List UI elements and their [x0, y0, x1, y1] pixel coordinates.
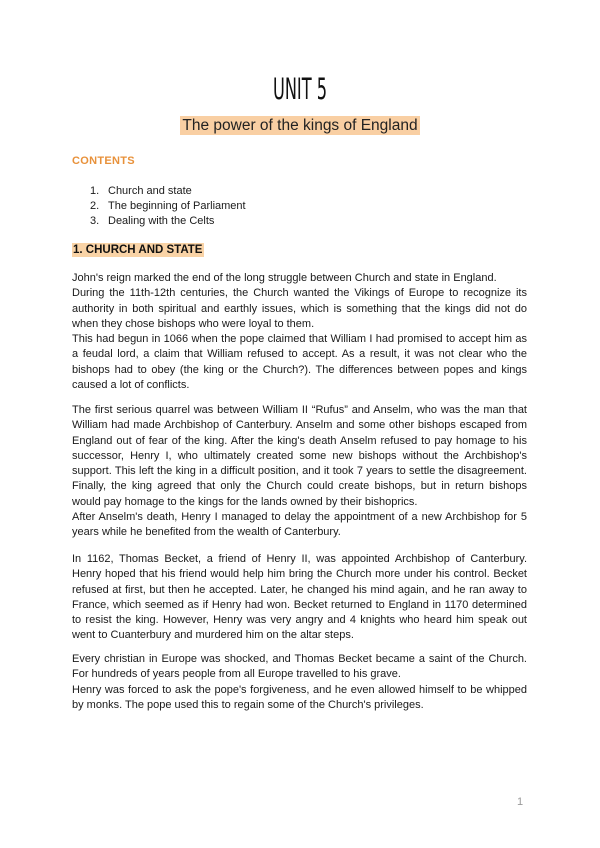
paragraph-block: [72, 403, 527, 541]
text-line: went to Cuanterbury and murdered him on the altar steps.: [72, 629, 354, 642]
text-line: refused at first, but then he accepted. Later, he changed his mind again, and he ran away to: [72, 583, 527, 596]
text-line: caused a lot of conflicts.: [72, 379, 190, 392]
text-line: William had made Archbishop of Canterbury. Anselm and some other bishops escaped from: [72, 419, 527, 432]
subtitle-container: [0, 117, 600, 135]
toc-item: [90, 200, 246, 212]
paragraph-block: [72, 652, 527, 713]
unit-title: UNIT 5: [272, 72, 328, 106]
text-line: support. This left the king in a difficult position, and it took 7 years to settle the disagreement.: [72, 465, 527, 478]
text-line: France, which seemed as if Henry had won. Becket returned to England in 1170 determined: [72, 598, 527, 611]
text-line: a feudal lord, a claim that William refused to accept. As a result, it was not clear who the: [72, 348, 527, 361]
section-heading: 1. CHURCH AND STATE: [73, 244, 203, 256]
toc-label: The beginning of Parliament: [108, 200, 246, 212]
text-line: when they chose bishops who were loyal to them.: [72, 317, 315, 330]
text-line: by monks. The pope used this to regain some of the Church's privileges.: [72, 698, 424, 711]
text-line: Every christian in Europe was shocked, and Thomas Becket became a saint of the Church.: [72, 653, 527, 665]
toc-number: 1.: [90, 185, 100, 197]
text-line: Finally, the king agreed that only the Church could create bishops, but in return bishops: [72, 480, 527, 493]
text-line: During the 11th-12th centuries, the Church wanted the Vikings of Europe to recognize its: [72, 287, 527, 300]
text-line: to resist the king. However, Henry was very angry and 4 knights who heard him speak out: [72, 614, 527, 627]
toc-label: Dealing with the Celts: [108, 215, 215, 227]
text-line: would pay homage to the kings for the lands owned by their bishoprics.: [72, 495, 418, 508]
paragraph-block: [72, 552, 527, 644]
toc-number: 3.: [90, 215, 100, 227]
toc-label: Church and state: [108, 185, 192, 197]
text-line: authority in both spiritual and earthly issues, which is something that the kings did not do: [72, 302, 527, 315]
toc-number: 2.: [90, 200, 100, 212]
text-line: This had begun in 1066 when the pope claimed that William I had promised to accept him as: [72, 333, 527, 346]
text-line: After Anselm's death, Henry I managed to delay the appointment of a new Archbishop for 5: [72, 511, 527, 524]
contents-heading: CONTENTS: [72, 155, 135, 167]
text-line: years while he benefited from the wealth of Canterbury.: [72, 526, 341, 539]
text-line: Henry was forced to ask the pope's forgiveness, and he even allowed himself to be whipped: [72, 683, 527, 696]
text-line: The first serious quarrel was between William II “Rufus” and Anselm, who was the man that: [72, 404, 527, 416]
text-line: In 1162, Thomas Becket, a friend of Henry II, was appointed Archbishop of Canterbury.: [72, 553, 527, 565]
paragraph-block: [72, 271, 527, 393]
text-line: Henry hoped that his friend would help him bring the Church more under his control. Becket: [72, 568, 527, 581]
unit-subtitle: The power of the kings of England: [182, 117, 418, 134]
text-line: England out of fear of the king. After the king's death Anselm refused to pay homage to his: [72, 434, 527, 447]
page-number: 1: [517, 796, 524, 808]
text-line: John's reign marked the end of the long struggle between Church and state in England.: [72, 272, 497, 284]
toc-item: [90, 215, 214, 227]
text-line: successor, Henry I, who ultimately created some new bishops without the Archbishop's: [72, 449, 527, 462]
text-line: For hundreds of years people from all Europe travelled to his grave.: [72, 668, 401, 681]
toc-item: [90, 185, 192, 197]
text-line: bishops had to obey (the king or the Church?). The differences between popes and kings: [72, 363, 527, 376]
